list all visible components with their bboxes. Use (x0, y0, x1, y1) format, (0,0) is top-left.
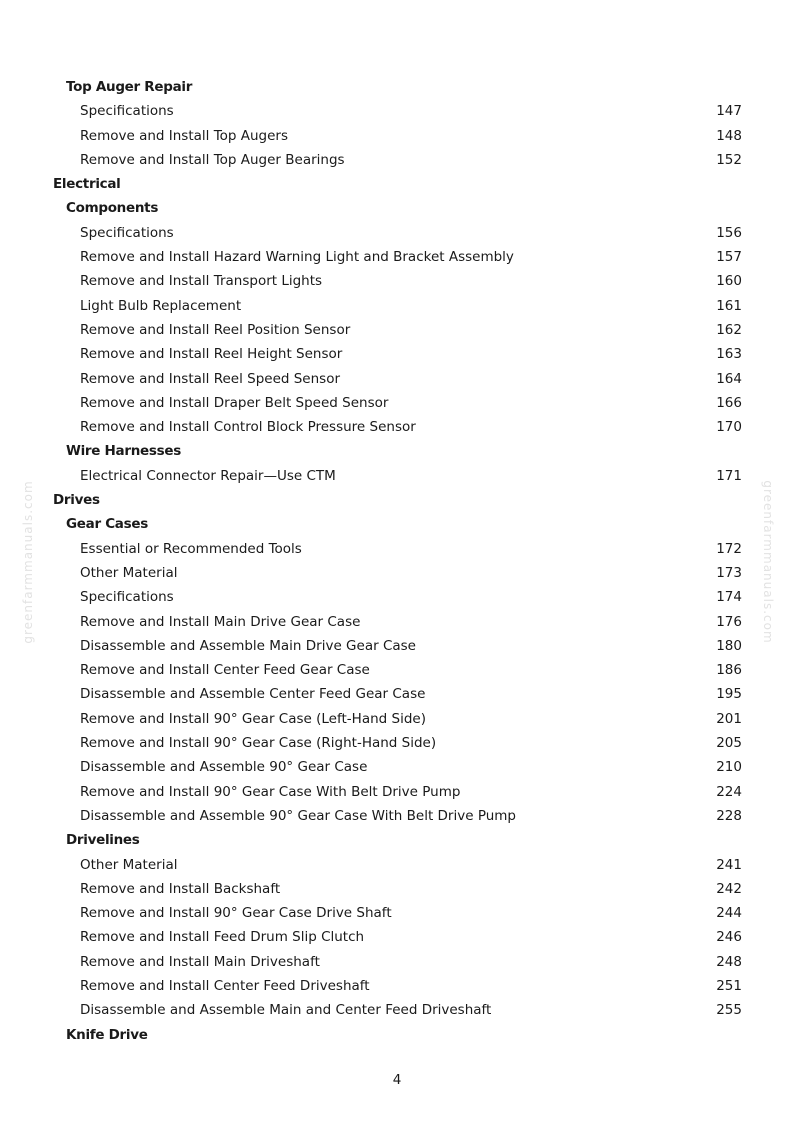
toc-entry (0, 318, 794, 342)
toc-entry-page-number: 147 (716, 103, 742, 120)
toc-entry (0, 853, 794, 877)
toc-section-heading (0, 512, 794, 536)
toc-entry-title: Remove and Install Main Driveshaft (80, 953, 320, 970)
toc-entry (0, 682, 794, 706)
toc-entry-title: Specifications (80, 103, 174, 120)
toc-entry-title: Remove and Install Backshaft (80, 880, 281, 897)
toc-entry-title: Remove and Install Transport Lights (80, 273, 323, 290)
toc-entry-title: Remove and Install Top Augers (80, 127, 289, 144)
toc-entry-page-number: 156 (716, 224, 742, 241)
toc-section-heading (0, 196, 794, 220)
toc-entry-page-number: 228 (716, 807, 742, 824)
toc-entry-title: Components (66, 200, 159, 217)
toc-entry-title: Disassemble and Assemble Main and Center Feed Driveshaft (80, 1002, 492, 1019)
toc-entry (0, 998, 794, 1022)
toc-entry-page-number: 163 (716, 346, 742, 363)
watermark-right: greenfarmmanuals.com (761, 480, 775, 644)
toc-entry-page-number: 161 (716, 297, 742, 314)
toc-entry-title: Disassemble and Assemble 90° Gear Case With Belt Drive Pump (80, 807, 516, 824)
toc-entry (0, 99, 794, 123)
toc-entry (0, 367, 794, 391)
table-of-contents (0, 75, 794, 1047)
toc-entry-title: Specifications (80, 224, 174, 241)
toc-entry-title: Specifications (80, 589, 174, 606)
toc-entry (0, 221, 794, 245)
toc-entry-title: Remove and Install Reel Height Sensor (80, 346, 343, 363)
toc-entry-page-number: 248 (716, 953, 742, 970)
toc-entry (0, 561, 794, 585)
toc-entry-title: Remove and Install Center Feed Driveshaft (80, 977, 370, 994)
toc-entry-title: Wire Harnesses (66, 443, 181, 460)
toc-entry-page-number: 152 (716, 151, 742, 168)
toc-entry-title: Remove and Install Reel Speed Sensor (80, 370, 341, 387)
toc-entry-page-number: 174 (716, 589, 742, 606)
toc-entry-title: Gear Cases (66, 516, 148, 533)
toc-entry-title: Remove and Install Main Drive Gear Case (80, 613, 361, 630)
toc-entry-title: Disassemble and Assemble Center Feed Gear Case (80, 686, 426, 703)
toc-entry-page-number: 176 (716, 613, 742, 630)
toc-entry-page-number: 205 (716, 735, 742, 752)
toc-section-heading (0, 1023, 794, 1047)
toc-entry (0, 634, 794, 658)
toc-section-heading (0, 172, 794, 196)
toc-entry (0, 415, 794, 439)
watermark-left: greenfarmmanuals.com (21, 480, 35, 644)
toc-entry-page-number: 171 (716, 467, 742, 484)
toc-entry-title: Knife Drive (66, 1026, 148, 1043)
toc-entry (0, 124, 794, 148)
toc-entry (0, 877, 794, 901)
toc-entry-page-number: 201 (716, 710, 742, 727)
toc-entry-title: Disassemble and Assemble 90° Gear Case (80, 759, 368, 776)
toc-entry-page-number: 255 (716, 1002, 742, 1019)
toc-entry (0, 950, 794, 974)
toc-entry (0, 925, 794, 949)
toc-entry (0, 804, 794, 828)
toc-entry (0, 658, 794, 682)
toc-entry-page-number: 242 (716, 880, 742, 897)
toc-entry-page-number: 246 (716, 929, 742, 946)
toc-entry (0, 755, 794, 779)
toc-entry-page-number: 166 (716, 394, 742, 411)
toc-entry (0, 245, 794, 269)
toc-entry-page-number: 160 (716, 273, 742, 290)
toc-entry-title: Top Auger Repair (66, 79, 193, 95)
toc-entry-title: Disassemble and Assemble Main Drive Gear Case (80, 637, 416, 654)
toc-entry-page-number: 224 (716, 783, 742, 800)
toc-entry-page-number: 210 (716, 759, 742, 776)
toc-entry (0, 901, 794, 925)
toc-section-heading (0, 488, 794, 512)
toc-entry-page-number: 244 (716, 905, 742, 922)
toc-entry-title: Remove and Install Reel Position Sensor (80, 321, 351, 338)
toc-entry (0, 610, 794, 634)
toc-entry-title: Remove and Install Center Feed Gear Case (80, 662, 370, 679)
toc-entry-page-number: 251 (716, 977, 742, 994)
toc-entry (0, 342, 794, 366)
toc-entry (0, 391, 794, 415)
toc-entry-title: Essential or Recommended Tools (80, 540, 302, 557)
toc-entry-title: Remove and Install Draper Belt Speed Sensor (80, 394, 389, 411)
page-number: 4 (392, 1072, 402, 1088)
toc-entry-title: Drives (53, 492, 100, 509)
toc-entry-page-number: 148 (716, 127, 742, 144)
toc-entry-title: Electrical (53, 176, 121, 193)
toc-section-heading (0, 828, 794, 852)
toc-entry-page-number: 164 (716, 370, 742, 387)
toc-entry-title: Remove and Install Feed Drum Slip Clutch (80, 929, 365, 946)
toc-entry-title: Remove and Install 90° Gear Case (Right-Hand Side) (80, 735, 437, 752)
toc-entry-page-number: 186 (716, 662, 742, 679)
toc-entry-title: Other Material (80, 564, 178, 581)
toc-entry (0, 780, 794, 804)
toc-entry (0, 537, 794, 561)
toc-entry-title: Remove and Install Hazard Warning Light and Bracket Assembly (80, 249, 514, 266)
toc-entry (0, 974, 794, 998)
toc-entry-page-number: 180 (716, 637, 742, 654)
toc-entry (0, 464, 794, 488)
toc-entry (0, 585, 794, 609)
toc-entry-page-number: 162 (716, 321, 742, 338)
toc-entry-title: Electrical Connector Repair—Use CTM (80, 467, 336, 484)
toc-entry-page-number: 157 (716, 249, 742, 266)
toc-entry-page-number: 173 (716, 564, 742, 581)
toc-entry-page-number: 172 (716, 540, 742, 557)
toc-entry-title: Remove and Install 90° Gear Case Drive Shaft (80, 905, 392, 922)
toc-entry (0, 731, 794, 755)
toc-entry-page-number: 195 (716, 686, 742, 703)
toc-entry-page-number: 170 (716, 419, 742, 436)
toc-entry-title: Remove and Install Top Auger Bearings (80, 151, 345, 168)
toc-entry-title: Other Material (80, 856, 178, 873)
toc-section-heading (0, 75, 794, 99)
toc-entry-title: Remove and Install 90° Gear Case With Belt Drive Pump (80, 783, 461, 800)
toc-entry (0, 294, 794, 318)
toc-entry (0, 148, 794, 172)
toc-entry (0, 269, 794, 293)
toc-entry-title: Remove and Install Control Block Pressure Sensor (80, 419, 416, 436)
toc-entry (0, 707, 794, 731)
toc-entry-title: Drivelines (66, 832, 140, 849)
toc-entry-page-number: 241 (716, 856, 742, 873)
toc-section-heading (0, 439, 794, 463)
toc-entry-title: Light Bulb Replacement (80, 297, 242, 314)
toc-entry-title: Remove and Install 90° Gear Case (Left-Hand Side) (80, 710, 426, 727)
